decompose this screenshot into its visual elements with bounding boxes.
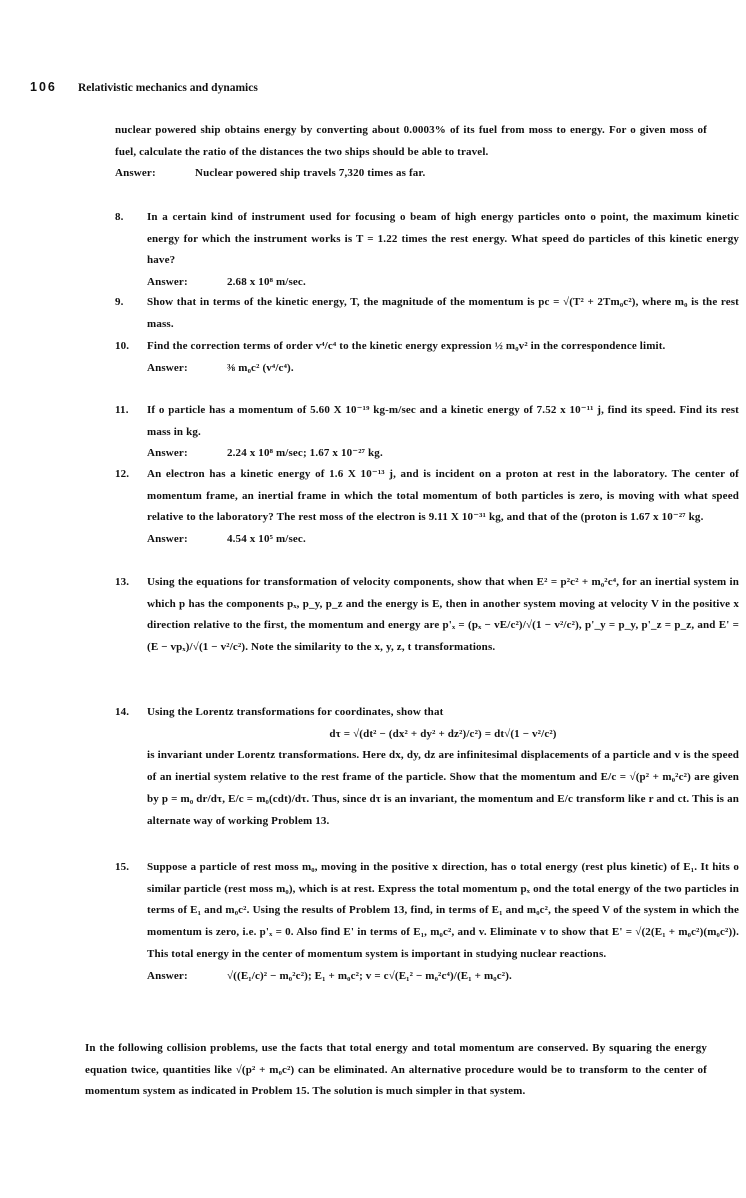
problem-number: 11. <box>115 404 129 416</box>
problem-number: 15. <box>115 861 130 873</box>
problem-8 <box>115 207 739 294</box>
answer-label: Answer: <box>147 276 188 289</box>
problem-text: Suppose a particle of rest moss m₀, moving in the positive x direction, has o total energy (rest plus kinetic) of E₁. It hits o similar particle (rest moss m₀), which is at rest. Express the total momentum pₓ ond the total energy of the two particles in terms of E₁ and m₀c². Using the results of Problem 13, find, in terms of E₁ and m₀c², the speed V of the system in which the momentum is zero, i.e. p'ₓ = 0. Also find E' in terms of E₁, m₀c², and v. Eliminate v to show that E' = √(2(E₁ + m₀c²)(m₀c²)). This total energy in the center of momentum system is important in studying nuclear reactions. <box>147 861 739 960</box>
problem-9 <box>115 292 739 335</box>
answer-line <box>147 966 739 988</box>
page-number: 106 <box>30 80 57 94</box>
answer-label: Answer: <box>115 167 156 180</box>
problem-text: Using the Lorentz transformations for coordinates, show that <box>147 706 444 718</box>
paragraph-text: In the following collision problems, use the facts that total energy and total momentum are conserved. By squaring the energy equation twice, quantities like √(p² + m₀c²) can be eliminated. An alternative procedure would be to transform to the center of momentum system as indicated in Problem 15. The solution is much simpler in that system. <box>85 1042 707 1098</box>
answer-line <box>147 358 739 380</box>
answer-text: 2.24 x 10⁸ m/sec; 1.67 x 10⁻²⁷ kg. <box>227 447 383 460</box>
answer-text: √((E₁/c)² − m₀²c²); E₁ + m₀c²; v = c√(E₁² − m₀²c⁴)/(E₁ + m₀c²). <box>227 969 512 982</box>
problem-text-continued: is invariant under Lorentz transformations. Here dx, dy, dz are infinitesimal displacements of a particle and v is the speed of an inertial system relative to the rest frame of the particle. Show that the momentum and E/c = √(p² + m₀²c²) are given by p = m₀ dr/dτ, E/c = m₀(cdt)/dτ. Thus, since dτ is an invariant, the momentum and E/c transform like r and ct. This is an alternate way of working Problem 13. <box>147 749 739 827</box>
answer-label: Answer: <box>147 969 188 982</box>
answer-text: Nuclear powered ship travels 7,320 times as far. <box>195 167 426 180</box>
problem-text: Using the equations for transformation of velocity components, show that when E² = p²c² + m₀²c⁴, for an inertial system in which p has the components pₓ, p_y, p_z and the energy is E, then in another system moving at velocity V in the positive x direction relative to the first, the momentum and energy are p'ₓ = (pₓ − vE/c²)/√(1 − v²/c²), p'_y = p_y, p'_z = p_z, and E' = (E − vpₓ)/√(1 − v²/c²). Note the similarity to the x, y, z, t transformations. <box>147 576 739 654</box>
problem-number: 12. <box>115 468 130 480</box>
problem-text: Find the correction terms of order v⁴/c⁴ to the kinetic energy expression ½ m₀v² in the correspondence limit. <box>147 340 666 352</box>
problem-number: 9. <box>115 296 124 308</box>
problem-text: Show that in terms of the kinetic energy, T, the magnitude of the momentum is pc = √(T² + 2Tm₀c²), where m₀ is the rest mass. <box>147 296 739 330</box>
problem-text: nuclear powered ship obtains energy by converting about 0.0003% of its fuel from moss to energy. For o given moss of fuel, calculate the ratio of the distances the two ships should be able to travel. <box>115 124 707 158</box>
problem-15 <box>115 857 739 987</box>
problem-number: 13. <box>115 576 130 588</box>
answer-label: Answer: <box>147 361 188 374</box>
problem-number: 10. <box>115 340 130 352</box>
answer-line <box>147 272 739 294</box>
problem-13 <box>115 572 739 659</box>
problem-number: 8. <box>115 211 124 223</box>
answer-line <box>147 443 739 465</box>
answer-line <box>115 163 707 185</box>
answer-text: 4.54 x 10⁵ m/sec. <box>227 533 306 546</box>
answer-text: 2.68 x 10⁸ m/sec. <box>227 276 306 289</box>
problem-12 <box>115 464 739 551</box>
closing-paragraph <box>85 1038 707 1103</box>
problem-number: 14. <box>115 706 130 718</box>
problem-14 <box>115 702 739 832</box>
problem-text: In a certain kind of instrument used for focusing o beam of high energy particles onto o point, the maximum kinetic energy for which the instrument works is T = 1.22 times the rest energy. What speed do particles of this kinetic energy have? <box>147 211 739 267</box>
running-title: Relativistic mechanics and dynamics <box>77 82 258 94</box>
problem-10 <box>115 336 739 379</box>
page-header <box>30 80 258 95</box>
problem-11 <box>115 400 739 465</box>
display-equation: dτ = √(dt² − (dx² + dy² + dz²)/c²) = dt√(1 − v²/c²) <box>329 727 557 740</box>
answer-label: Answer: <box>147 447 188 460</box>
problem-continuation <box>115 120 707 185</box>
problem-text: If o particle has a momentum of 5.60 X 10⁻¹⁹ kg-m/sec and a kinetic energy of 7.52 x 10⁻¹¹ j, find its speed. Find its rest mass in kg. <box>147 404 739 438</box>
problem-text: An electron has a kinetic energy of 1.6 X 10⁻¹³ j, and is incident on a proton at rest in the laboratory. The center of momentum frame, an inertial frame in which the total momentum of both particles is zero, is moving with what speed relative to the laboratory? The rest moss of the electron is 9.11 X 10⁻³¹ kg, and that of the (proton is 1.67 x 10⁻²⁷ kg. <box>147 468 739 524</box>
answer-label: Answer: <box>147 533 188 546</box>
answer-line <box>147 529 739 551</box>
answer-text: ⅜ m₀c² (v⁴/c⁴). <box>227 361 294 374</box>
